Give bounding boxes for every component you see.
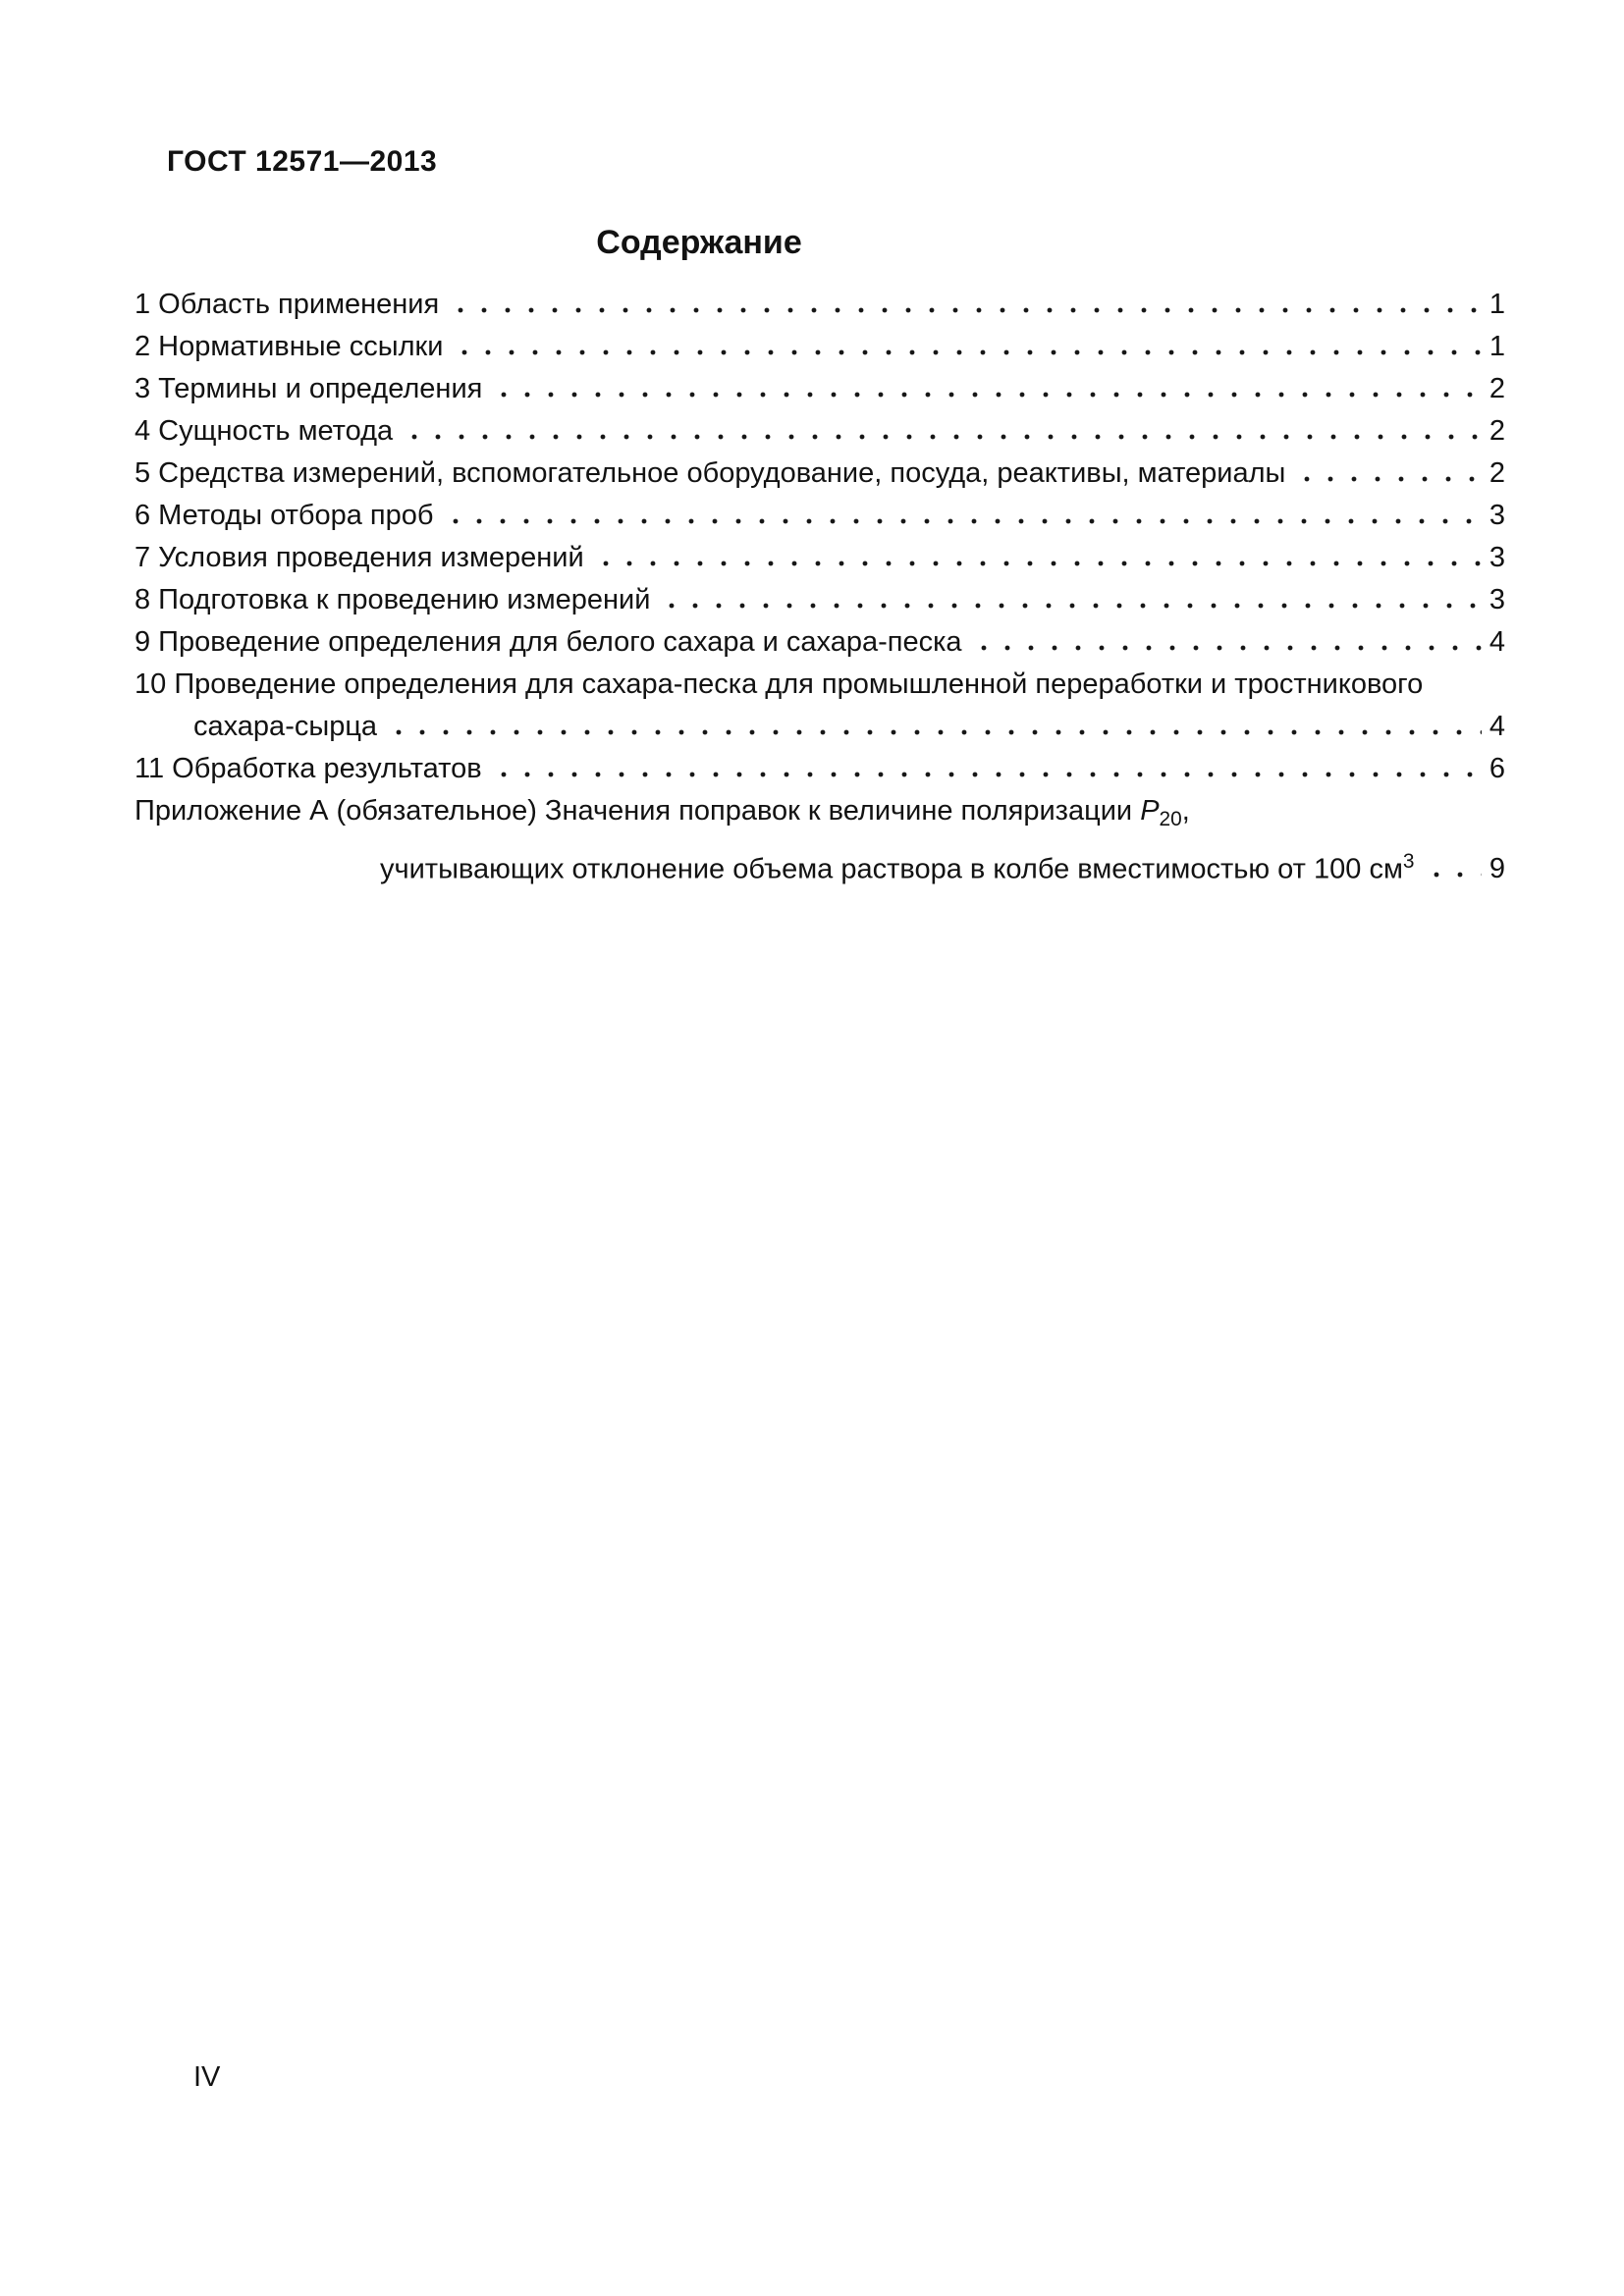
dot-leader [1425,872,1482,878]
toc-entry-page-number: 3 [1489,500,1505,531]
table-of-contents [135,289,1505,895]
dot-leader [403,434,1482,440]
toc-label-sub-part: 20 [1159,807,1182,830]
toc-entry [135,711,1505,743]
toc-entry-page-number: 2 [1489,415,1505,447]
toc-label-text: 2 Нормативные ссылки [135,331,444,362]
page-title: Содержание [596,224,802,261]
toc-entry [135,415,1505,448]
toc-entry-label [135,795,1190,835]
dot-leader [387,729,1482,735]
toc-entry-label [135,542,584,574]
toc-entry-label [135,753,482,785]
toc-entry-page-number: 4 [1489,626,1505,658]
toc-label-text: 5 Средства измерений, вспомогательное оборудование, посуда, реактивы, материалы [135,457,1286,489]
dot-leader [660,603,1481,609]
toc-entry [135,542,1505,574]
dot-leader [492,772,1482,777]
toc-label-text: , [1181,795,1190,827]
dot-leader [444,518,1482,524]
toc-label-text: сахара-сырца [193,711,378,742]
toc-entry-page-number: 6 [1489,753,1505,784]
dot-leader [1295,476,1481,482]
toc-label-text: 7 Условия проведения измерений [135,542,584,573]
toc-entry-label [135,457,1285,490]
sheet-number: IV [193,2061,221,2093]
toc-entry [135,753,1505,785]
toc-label-text: 11 Обработка результатов [135,753,482,784]
toc-entry [135,584,1505,616]
dot-leader [492,392,1482,398]
dot-leader [972,645,1482,651]
toc-entry-label [380,845,1415,885]
toc-entry [135,668,1505,701]
toc-entry-page-number: 3 [1489,584,1505,615]
toc-entry-label [135,500,434,532]
toc-entry-page-number: 2 [1489,457,1505,489]
toc-entry-page-number: 4 [1489,711,1505,742]
toc-entry-label [135,289,439,321]
toc-entry-label [193,711,377,743]
toc-entry-label [135,331,443,363]
dot-leader [449,307,1482,313]
toc-label-text: учитывающих отклонение объема раствора в колбе вместимостью от 100 см [380,853,1403,885]
toc-label-text: 3 Термины и определения [135,373,483,404]
toc-entry-page-number: 1 [1489,289,1505,320]
toc-entry-page-number: 9 [1489,853,1505,885]
toc-entry [135,795,1505,835]
toc-label-text: 10 Проведение определения для сахара-песка для промышленной переработки и тростникового [135,668,1424,700]
toc-label-text: 4 Сущность метода [135,415,394,447]
toc-entry [135,457,1505,490]
toc-label-text: Приложение А (обязательное) Значения поправок к величине поляризации [135,795,1141,827]
toc-entry-page-number: 2 [1489,373,1505,404]
toc-entry-label [135,668,1423,701]
toc-entry-label [135,415,393,448]
toc-label-text: 9 Проведение определения для белого сахара и сахара-песка [135,626,962,658]
toc-entry [135,500,1505,532]
dot-leader [453,349,1481,355]
toc-entry-label [135,584,650,616]
toc-label-sup-part: 3 [1402,849,1415,873]
toc-label-italic-part: P [1140,795,1160,827]
toc-entry [135,845,1505,885]
toc-entry [135,373,1505,405]
toc-entry-page-number: 1 [1489,331,1505,362]
toc-label-text: 8 Подготовка к проведению измерений [135,584,651,615]
dot-leader [594,561,1482,566]
document-code: ГОСТ 12571—2013 [167,145,438,178]
toc-entry-label [135,373,482,405]
toc-entry [135,331,1505,363]
toc-entry [135,626,1505,659]
toc-entry [135,289,1505,321]
toc-label-text: 1 Область применения [135,289,440,320]
toc-label-text: 6 Методы отбора проб [135,500,434,531]
toc-entry-label [135,626,962,659]
toc-entry-page-number: 3 [1489,542,1505,573]
